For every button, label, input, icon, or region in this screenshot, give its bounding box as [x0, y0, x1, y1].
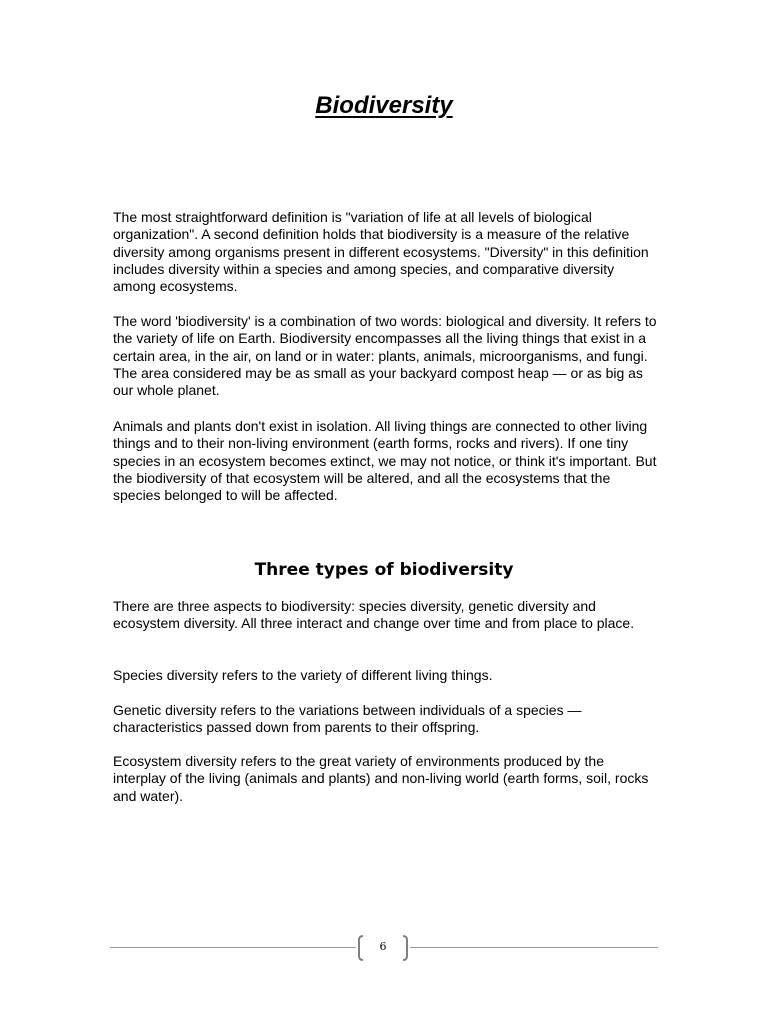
page-title: Biodiversity	[315, 92, 453, 119]
section-paragraph-species: Species diversity refers to the variety of different living things.	[113, 667, 493, 683]
section-paragraph-aspects: There are three aspects to biodiversity: species diversity, genetic diversity and ecosystem diversity. All three interact and change over time and from place to place.	[113, 598, 635, 632]
intro-paragraph-definition: The most straightforward definition is "variation of life at all levels of biological organization". A second definition holds that biodiversity is a measure of the relative diversity among organisms present in different ecosystems. "Diversity" in this definition includes diversity within a species and among species, and comparative diversity among ecosystems.	[113, 209, 649, 295]
section-paragraph-ecosystem: Ecosystem diversity refers to the great variety of environments produced by the interplay of the living (animals and plants) and non-living world (earth forms, soil, rocks and water).	[113, 753, 649, 804]
section-paragraph-genetic: Genetic diversity refers to the variations between individuals of a species — characteristics passed down from parents to their offspring.	[113, 702, 582, 736]
intro-paragraph-isolation: Animals and plants don't exist in isolation. All living things are connected to other living things and to their non-living environment (earth forms, rocks and rivers). If one tiny species in an ecosystem becomes extinct, we may not notice, or think it's important. But the biodiversity of that ecosystem will be altered, and all the ecosystems that the species belonged to will be affected.	[113, 418, 657, 504]
page-footer	[110, 930, 658, 966]
section-heading: Three types of biodiversity	[254, 560, 514, 580]
page-number: 6	[379, 940, 387, 953]
right-brace-icon	[402, 935, 408, 961]
page-number-box	[356, 935, 410, 961]
intro-paragraph-word-meaning: The word 'biodiversity' is a combination of two words: biological and diversity. It refers to the variety of life on Earth. Biodiversity encompasses all the living things that exist in a certain area, in the air, on land or in water: plants, animals, microorganisms, and fungi. The area considered may be as small as your backyard compost heap — or as big as our whole planet.	[113, 313, 657, 399]
